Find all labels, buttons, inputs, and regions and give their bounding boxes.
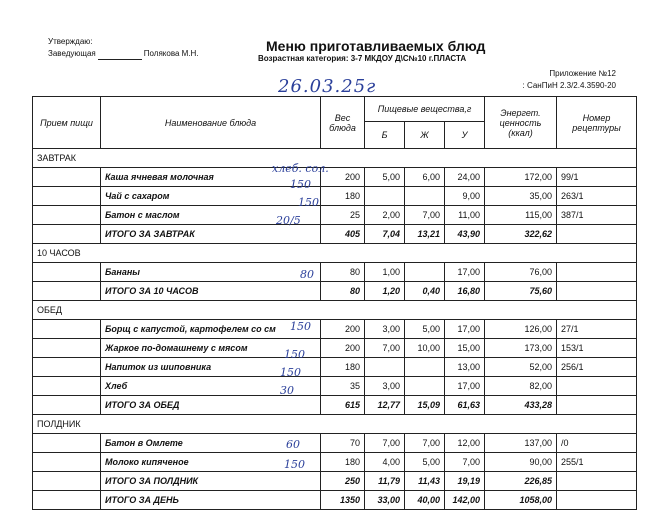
section-empty-cell [101,244,321,263]
weight-cell: 25 [321,206,365,225]
handwritten-banany-mark: 80 [300,268,314,281]
section-empty-cell [321,244,365,263]
dish-name: Жаркое по-домашнему с мясом [101,339,321,358]
energy-cell: 76,00 [485,263,557,282]
priem-cell [33,187,101,206]
section-empty-cell [557,244,637,263]
protein-cell [365,187,405,206]
recipe-number-cell: 153/1 [557,339,637,358]
weight-cell: 35 [321,377,365,396]
weight-cell: 180 [321,453,365,472]
section-empty-cell [365,415,405,434]
energy-cell: 35,00 [485,187,557,206]
protein-cell: 1,00 [365,263,405,282]
recipe-number-cell: 263/1 [557,187,637,206]
dish-row [33,339,637,358]
priem-cell [33,225,101,244]
recipe-number-cell: 27/1 [557,320,637,339]
handwritten-moloko-mark: 150 [284,458,305,471]
total-row [33,491,637,510]
handwritten-date: 26.03.25г [278,76,377,97]
energy-cell: 90,00 [485,453,557,472]
section-empty-cell [321,415,365,434]
header-zh: Ж [405,122,445,149]
carb-cell: 43,90 [445,225,485,244]
weight-cell: 80 [321,282,365,301]
section-label: ЗАВТРАК [33,149,101,168]
handwritten-zavtrak-note: хлеб. сол. [272,162,329,175]
priem-cell [33,358,101,377]
carb-cell: 142,00 [445,491,485,510]
energy-cell: 115,00 [485,206,557,225]
weight-cell: 615 [321,396,365,415]
carb-cell: 9,00 [445,187,485,206]
recipe-number-cell [557,491,637,510]
dish-name: Батон с маслом [101,206,321,225]
priem-cell [33,339,101,358]
signature-line [98,59,142,60]
dish-row [33,206,637,225]
fat-cell [405,377,445,396]
protein-cell: 7,00 [365,434,405,453]
page-subtitle: Возрастная категория: 3-7 МКДОУ Д\С№10 г.ПЛАСТА [258,54,467,63]
fat-cell: 40,00 [405,491,445,510]
header-u: У [445,122,485,149]
protein-cell: 12,77 [365,396,405,415]
section-label: ПОЛДНИК [33,415,101,434]
recipe-number-cell: 387/1 [557,206,637,225]
section-label: ОБЕД [33,301,101,320]
carb-cell: 17,00 [445,263,485,282]
carb-cell: 24,00 [445,168,485,187]
protein-cell: 33,00 [365,491,405,510]
fat-cell [405,187,445,206]
energy-cell: 82,00 [485,377,557,396]
handwritten-kasha-mark: 150 [290,178,311,191]
recipe-number-cell [557,377,637,396]
fat-cell: 6,00 [405,168,445,187]
dish-name: Батон в Омлете [101,434,321,453]
handwritten-baton-mark: 20/5 [276,214,301,227]
section-row [33,244,637,263]
carb-cell: 61,63 [445,396,485,415]
carb-cell: 7,00 [445,453,485,472]
weight-cell: 80 [321,263,365,282]
section-row [33,415,637,434]
fat-cell: 13,21 [405,225,445,244]
energy-cell: 75,60 [485,282,557,301]
handwritten-omlet-mark: 60 [286,438,300,451]
carb-cell: 11,00 [445,206,485,225]
recipe-number-cell: 255/1 [557,453,637,472]
header-priem: Прием пищи [33,97,101,149]
dish-name: Молоко кипяченое [101,453,321,472]
section-empty-cell [485,301,557,320]
recipe-number-cell [557,225,637,244]
approval-position: Заведующая [48,49,96,58]
recipe-number-cell [557,263,637,282]
total-row [33,396,637,415]
energy-cell: 433,28 [485,396,557,415]
priem-cell [33,320,101,339]
dish-row [33,453,637,472]
section-empty-cell [445,244,485,263]
energy-cell: 1058,00 [485,491,557,510]
fat-cell: 5,00 [405,453,445,472]
handwritten-borsh-mark: 150 [290,320,311,333]
fat-cell: 7,00 [405,434,445,453]
dish-name: Напиток из шиповника [101,358,321,377]
dish-row [33,377,637,396]
dish-name: ИТОГО ЗА ОБЕД [101,396,321,415]
header-ves: Вес блюда [321,97,365,149]
priem-cell [33,377,101,396]
section-empty-cell [485,244,557,263]
protein-cell: 3,00 [365,320,405,339]
fat-cell: 11,43 [405,472,445,491]
section-row [33,149,637,168]
protein-cell [365,358,405,377]
carb-cell: 12,00 [445,434,485,453]
section-empty-cell [557,149,637,168]
weight-cell: 200 [321,168,365,187]
weight-cell: 1350 [321,491,365,510]
dish-row [33,320,637,339]
dish-name: Чай с сахаром [101,187,321,206]
fat-cell [405,263,445,282]
fat-cell: 0,40 [405,282,445,301]
section-empty-cell [445,415,485,434]
section-empty-cell [557,301,637,320]
energy-cell: 172,00 [485,168,557,187]
section-empty-cell [321,301,365,320]
priem-cell [33,453,101,472]
dish-name: Каша ячневая молочная [101,168,321,187]
protein-cell: 1,20 [365,282,405,301]
weight-cell: 250 [321,472,365,491]
carb-cell: 16,80 [445,282,485,301]
handwritten-napitok-mark: 150 [280,366,301,379]
approval-line2 [48,48,199,60]
appendix-line2: : СанПиН 2.3/2.4.3590-20 [522,81,616,90]
priem-cell [33,168,101,187]
energy-cell: 126,00 [485,320,557,339]
section-row [33,301,637,320]
dish-name: ИТОГО ЗА 10 ЧАСОВ [101,282,321,301]
carb-cell: 13,00 [445,358,485,377]
section-empty-cell [405,244,445,263]
dish-row [33,434,637,453]
handwritten-zharkoe-mark: 150 [284,348,305,361]
priem-cell [33,206,101,225]
carb-cell: 19,19 [445,472,485,491]
carb-cell: 17,00 [445,320,485,339]
weight-cell: 180 [321,187,365,206]
energy-cell: 52,00 [485,358,557,377]
section-empty-cell [485,415,557,434]
total-row [33,225,637,244]
section-empty-cell [445,149,485,168]
menu-table [32,96,637,510]
header-energ: Энергет. ценность (ккал) [485,97,557,149]
section-empty-cell [101,415,321,434]
recipe-number-cell: /0 [557,434,637,453]
dish-row [33,263,637,282]
dish-name: Борщ с капустой, картофелем со см [101,320,321,339]
handwritten-hleb-mark: 30 [280,384,294,397]
weight-cell: 405 [321,225,365,244]
total-row [33,472,637,491]
carb-cell: 15,00 [445,339,485,358]
section-empty-cell [365,149,405,168]
priem-cell [33,434,101,453]
energy-cell: 322,62 [485,225,557,244]
protein-cell: 5,00 [365,168,405,187]
recipe-number-cell: 256/1 [557,358,637,377]
header-b: Б [365,122,405,149]
weight-cell: 200 [321,339,365,358]
priem-cell [33,472,101,491]
approval-block [48,36,199,60]
section-empty-cell [445,301,485,320]
recipe-number-cell [557,282,637,301]
recipe-number-cell: 99/1 [557,168,637,187]
dish-name: Хлеб [101,377,321,396]
energy-cell: 226,85 [485,472,557,491]
protein-cell: 11,79 [365,472,405,491]
energy-cell: 173,00 [485,339,557,358]
energy-cell: 137,00 [485,434,557,453]
protein-cell: 4,00 [365,453,405,472]
priem-cell [33,282,101,301]
header-pishchevye: Пищевые вещества,г [365,97,485,122]
appendix-line1: Приложение №12 [549,69,616,78]
fat-cell: 7,00 [405,206,445,225]
appendix-note [523,68,616,92]
section-empty-cell [405,415,445,434]
priem-cell [33,491,101,510]
menu-table-body [33,97,637,510]
weight-cell: 180 [321,358,365,377]
handwritten-chai-mark: 150 [298,196,319,209]
fat-cell [405,358,445,377]
carb-cell: 17,00 [445,377,485,396]
recipe-number-cell [557,396,637,415]
header-nomer: Номер рецептуры [557,97,637,149]
fat-cell: 5,00 [405,320,445,339]
section-empty-cell [405,301,445,320]
section-label: 10 ЧАСОВ [33,244,101,263]
protein-cell: 2,00 [365,206,405,225]
priem-cell [33,263,101,282]
section-empty-cell [365,244,405,263]
dish-row [33,358,637,377]
protein-cell: 7,04 [365,225,405,244]
section-empty-cell [485,149,557,168]
protein-cell: 7,00 [365,339,405,358]
header-row-1 [33,97,637,122]
weight-cell: 70 [321,434,365,453]
fat-cell: 10,00 [405,339,445,358]
weight-cell: 200 [321,320,365,339]
priem-cell [33,396,101,415]
protein-cell: 3,00 [365,377,405,396]
total-row [33,282,637,301]
recipe-number-cell [557,472,637,491]
dish-name: ИТОГО ЗА ПОЛДНИК [101,472,321,491]
dish-row [33,187,637,206]
approval-line1: Утверждаю: [48,37,93,46]
dish-name: Бананы [101,263,321,282]
fat-cell: 15,09 [405,396,445,415]
approval-name: Полякова М.Н. [143,49,199,58]
section-empty-cell [557,415,637,434]
page-title: Меню приготавливаемых блюд [266,38,486,54]
header-naimenovanie: Наименование блюда [101,97,321,149]
section-empty-cell [405,149,445,168]
dish-row [33,168,637,187]
section-empty-cell [365,301,405,320]
dish-name: ИТОГО ЗА ЗАВТРАК [101,225,321,244]
section-empty-cell [101,301,321,320]
dish-name: ИТОГО ЗА ДЕНЬ [101,491,321,510]
